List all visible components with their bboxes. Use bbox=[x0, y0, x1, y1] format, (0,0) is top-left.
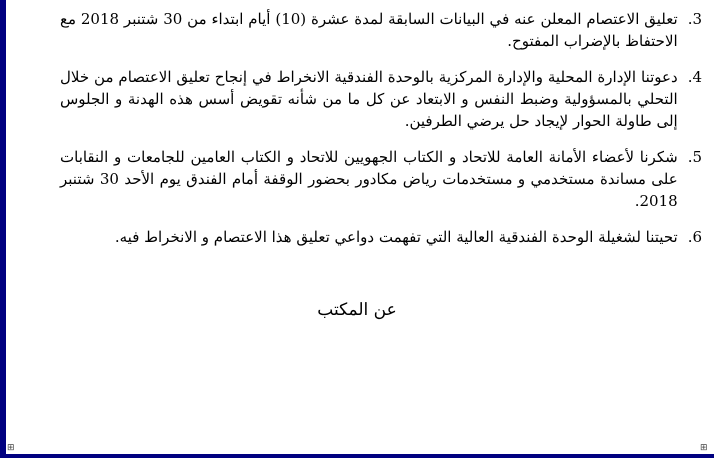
paragraph-3 bbox=[60, 8, 702, 52]
paragraph-text: شكرنا لأعضاء الأمانة العامة للاتحاد و الكتاب الجهويين للاتحاد و الكتاب العامين للجامعات و النقابات على مساندة مستخدمي و مستخدمات رياض مكادور بحضور الوقفة أمام الفندق يوم الأحد 30 شتنبر 2018. bbox=[60, 148, 678, 210]
paragraph-number: .3 bbox=[687, 10, 702, 28]
table-resize-handle-icon[interactable]: ⊞ bbox=[700, 443, 708, 453]
page-left-border bbox=[0, 0, 6, 458]
paragraph-6 bbox=[60, 226, 702, 248]
paragraph-text: تعليق الاعتصام المعلن عنه في البيانات السابقة لمدة عشرة (10) أيام ابتداء من 30 شتنبر 2018 مع الاحتفاظ بالإضراب المفتوح. bbox=[60, 10, 678, 50]
paragraph-text: دعوتنا الإدارة المحلية والإدارة المركزية بالوحدة الفندقية الانخراط في إنجاح تعليق الاعتصام من خلال التحلي بالمسؤولية وضبط النفس و الابتعاد عن كل ما من شأنه تقويض أسس هذه الهدنة و الجلوس إلى طاولة الحوار لإيجاد حل يرضي الطرفين. bbox=[60, 68, 678, 130]
paragraph-text: تحيتنا لشغيلة الوحدة الفندقية العالية التي تفهمت دواعي تعليق هذا الاعتصام و الانخراط فيه. bbox=[114, 228, 678, 246]
paragraph-number: .4 bbox=[687, 68, 702, 86]
paragraph-5 bbox=[60, 146, 702, 212]
paragraph-number: .5 bbox=[687, 148, 702, 166]
paragraph-4 bbox=[60, 66, 702, 132]
table-move-handle-icon[interactable]: ⊞ bbox=[7, 443, 15, 453]
paragraph-number: .6 bbox=[687, 228, 702, 246]
page-bottom-border bbox=[0, 454, 714, 458]
signature-line: عن المكتب bbox=[317, 300, 397, 320]
document-body bbox=[60, 8, 702, 262]
